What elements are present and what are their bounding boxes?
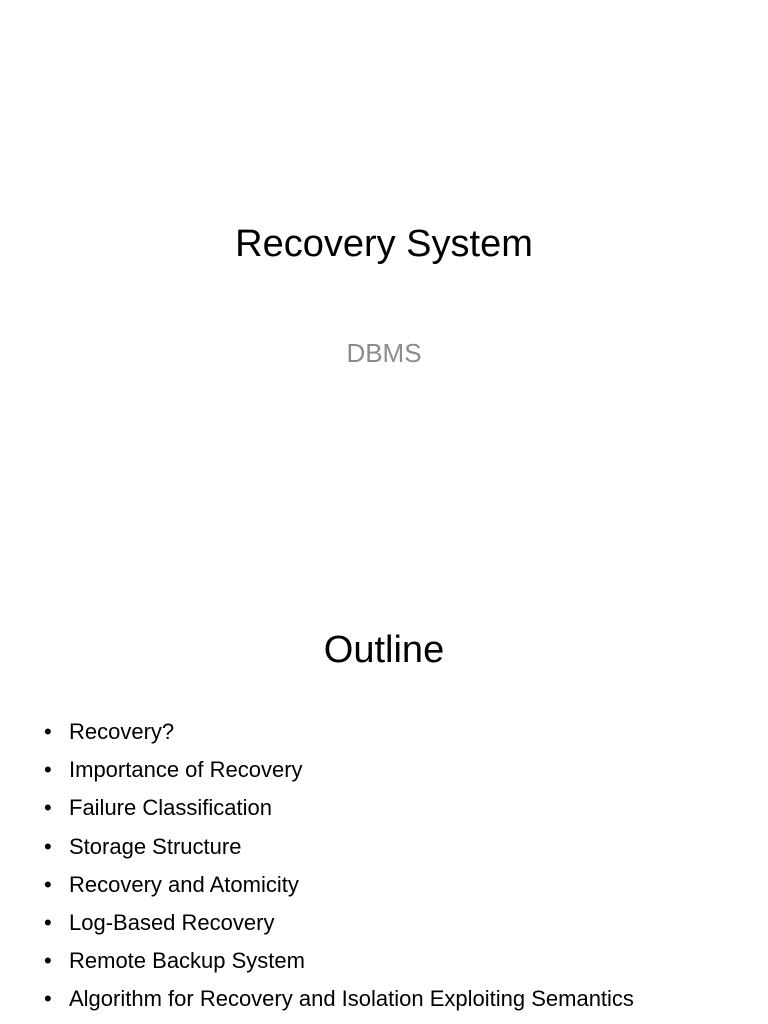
outline-list: [44, 716, 744, 1022]
list-item: [44, 907, 744, 945]
bullet-icon: •: [44, 948, 52, 974]
bullet-icon: •: [44, 719, 52, 744]
list-item: [44, 754, 744, 792]
list-item: [44, 716, 744, 754]
list-item: [44, 792, 744, 830]
list-item-text: Algorithm for Recovery and Isolation Exploiting Semantics: [69, 986, 634, 1012]
bullet-icon: •: [44, 795, 52, 821]
slide-title: Recovery System: [235, 223, 533, 265]
bullet-icon: •: [44, 833, 52, 859]
list-item: [44, 869, 744, 907]
slide-subtitle: DBMS: [346, 338, 422, 368]
list-item-text: Storage Structure: [69, 833, 242, 859]
outline-slide: [0, 576, 768, 1024]
list-item: [44, 945, 744, 983]
bullet-icon: •: [44, 986, 52, 1012]
bullet-icon: •: [44, 871, 52, 897]
list-item: [44, 983, 744, 1021]
list-item-text: Recovery and Atomicity: [69, 871, 299, 897]
list-item-text: Recovery?: [69, 719, 175, 744]
list-item-text: Remote Backup System: [69, 948, 305, 974]
list-item-text: Importance of Recovery: [69, 757, 303, 783]
list-item-text: Log-Based Recovery: [69, 909, 275, 935]
slide-title: Outline: [323, 629, 445, 671]
bullet-icon: •: [44, 757, 52, 783]
bullet-icon: •: [44, 909, 52, 935]
list-item: [44, 831, 744, 869]
list-item-text: Failure Classification: [69, 795, 272, 821]
